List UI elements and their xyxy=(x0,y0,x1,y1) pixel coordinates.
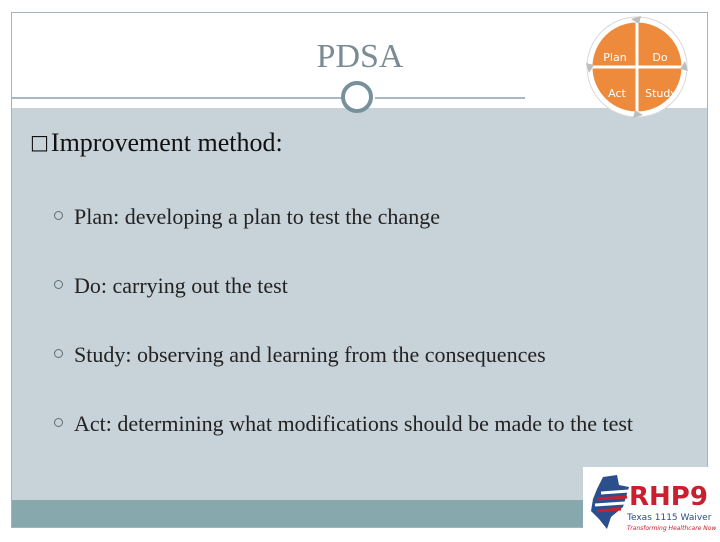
title-rule-left xyxy=(12,97,342,99)
do-label: Do xyxy=(652,51,668,64)
bullet-text: Do: carrying out the test xyxy=(74,273,288,298)
bullet-text: Plan: developing a plan to test the change xyxy=(74,204,440,229)
act-label: Act xyxy=(608,87,626,100)
content-panel xyxy=(12,108,707,500)
bullet-icon xyxy=(54,418,63,427)
bullet-item xyxy=(54,409,674,438)
title-rule-right xyxy=(375,97,525,99)
rhp9-logo xyxy=(583,467,716,537)
slide-title: PDSA xyxy=(316,38,404,75)
section-heading xyxy=(30,128,283,158)
logo-line2: Transforming Healthcare Now xyxy=(627,525,716,532)
checkbox-bullet-icon: □ xyxy=(30,130,49,154)
bullet-item xyxy=(54,202,674,231)
bullet-icon xyxy=(54,280,63,289)
plan-label: Plan xyxy=(603,51,627,64)
bullet-item xyxy=(54,340,674,369)
rhp9-logo-graphic xyxy=(583,467,716,537)
pdsa-cycle-diagram xyxy=(585,15,689,119)
logo-mark: RHP9 xyxy=(629,482,708,512)
bullet-text: Act: determining what modifications should be made to the test xyxy=(74,411,634,436)
bullet-icon xyxy=(54,211,63,220)
bullet-text: Study: observing and learning from the consequences xyxy=(74,342,546,367)
heading-text: Improvement method: xyxy=(50,128,283,157)
logo-line1: Texas 1115 Waiver xyxy=(627,513,712,523)
study-label: Study xyxy=(645,87,677,100)
bullet-item xyxy=(54,271,674,300)
bullet-icon xyxy=(54,349,63,358)
ring-icon xyxy=(341,81,373,113)
